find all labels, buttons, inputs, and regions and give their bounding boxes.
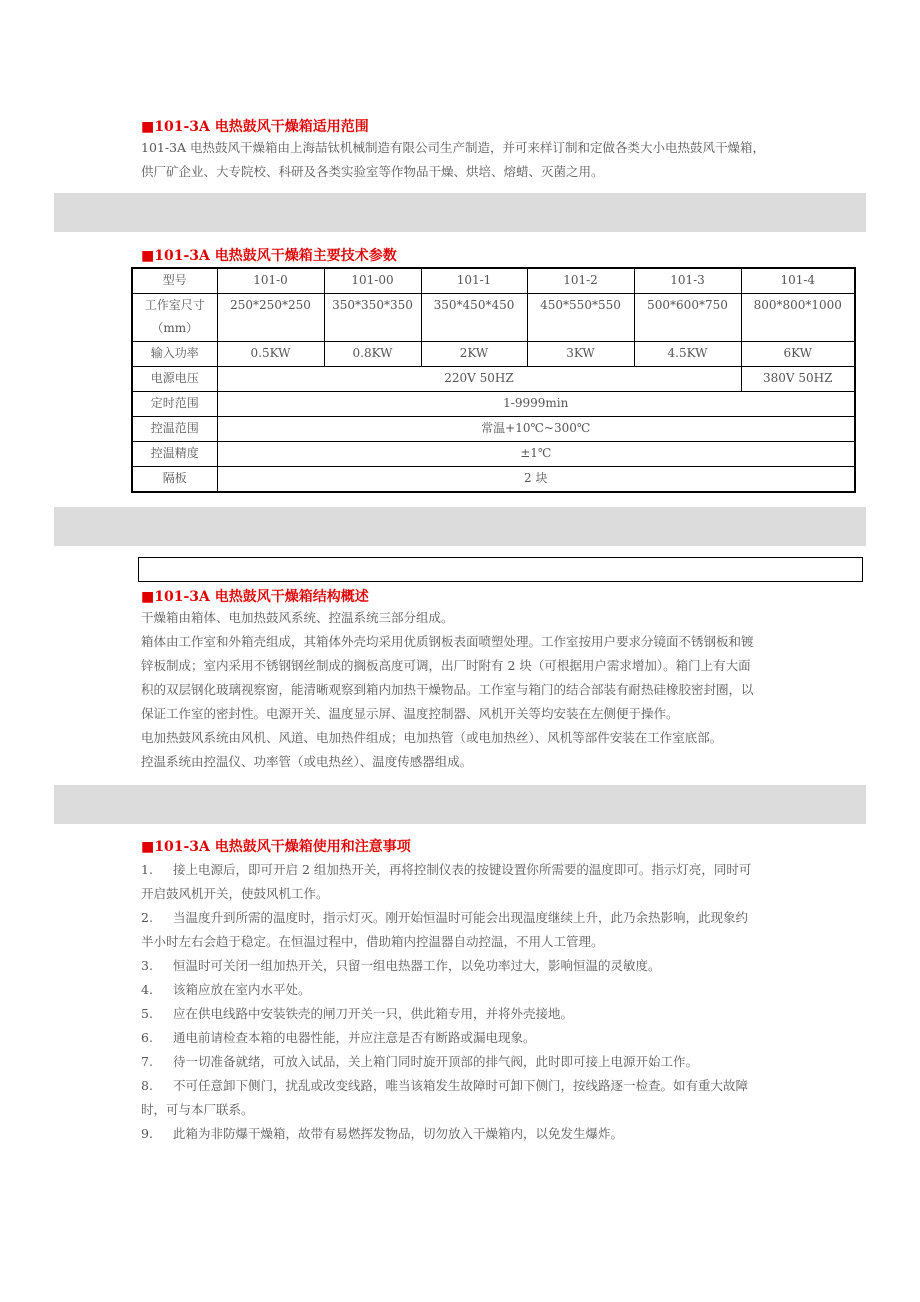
text-line: 控温系统由控温仪、功率管（或电热丝）、温度传感器组成。 bbox=[141, 754, 473, 769]
cell: 350*350*350 bbox=[324, 294, 421, 342]
item-continuation: 半小时左右会趋于稳定。在恒温过程中，借助箱内控温器自动控温，不用人工管理。 bbox=[141, 934, 604, 949]
table-row bbox=[132, 442, 855, 467]
divider-band bbox=[54, 785, 866, 824]
table-row bbox=[132, 294, 855, 342]
table-row bbox=[132, 467, 855, 493]
row-label: 定时范围 bbox=[132, 392, 217, 417]
item-text: 接上电源后，即可开启 2 组加热开关，再将控制仪表的按键设置你所需要的温度即可。指示灯亮，同时可 bbox=[173, 862, 752, 877]
item-number: 9. bbox=[141, 1126, 153, 1141]
row-label: 电源电压 bbox=[132, 367, 217, 392]
section-title-usage: ■101-3A 电热鼓风干燥箱使用和注意事项 bbox=[141, 839, 411, 855]
cell: 2 块 bbox=[217, 467, 855, 493]
item-continuation: 开启鼓风机开关，使鼓风机工作。 bbox=[141, 886, 329, 901]
item-text: 待一切准备就绪，可放入试品，关上箱门同时旋开顶部的排气阀，此时即可接上电源开始工作。 bbox=[173, 1054, 699, 1069]
item-text: 应在供电线路中安装铁壳的闸刀开关一只，供此箱专用，并将外壳接地。 bbox=[173, 1006, 574, 1021]
cell: 3KW bbox=[527, 342, 634, 367]
item-number: 1. bbox=[141, 862, 153, 877]
cell: ±1℃ bbox=[217, 442, 855, 467]
structure-text bbox=[141, 606, 791, 774]
list-item bbox=[141, 1122, 791, 1146]
item-text: 此箱为非防爆干燥箱，故带有易燃挥发物品，切勿放入干燥箱内，以免发生爆炸。 bbox=[173, 1126, 624, 1141]
item-number: 3. bbox=[141, 958, 153, 973]
cell: 0.5KW bbox=[217, 342, 324, 367]
item-text: 该箱应放在室内水平处。 bbox=[173, 982, 311, 997]
item-number: 8. bbox=[141, 1078, 153, 1093]
text-line: 干燥箱由箱体、电加热鼓风系统、控温系统三部分组成。 bbox=[141, 610, 454, 625]
section-title-scope: ■101-3A 电热鼓风干燥箱适用范围 bbox=[141, 119, 369, 135]
empty-box bbox=[138, 557, 863, 582]
item-number: 4. bbox=[141, 982, 153, 997]
usage-list bbox=[141, 858, 791, 1146]
cell: 500*600*750 bbox=[634, 294, 741, 342]
item-text: 恒温时可关闭一组加热开关，只留一组电热器工作，以免功率过大，影响恒温的灵敏度。 bbox=[173, 958, 661, 973]
text-line: 箱体由工作室和外箱壳组成，其箱体外壳均采用优质钢板表面喷塑处理。工作室按用户要求分镜面不锈钢板和镀 bbox=[141, 634, 754, 649]
table-row bbox=[132, 268, 855, 294]
table-row bbox=[132, 367, 855, 392]
list-item bbox=[141, 1026, 791, 1050]
row-label: 控温范围 bbox=[132, 417, 217, 442]
text-line: 供厂矿企业、大专院校、科研及各类实验室等作物品干燥、烘培、熔蜡、灭菌之用。 bbox=[141, 164, 604, 179]
cell: 4.5KW bbox=[634, 342, 741, 367]
table-row bbox=[132, 342, 855, 367]
text-line: 电加热鼓风系统由风机、风道、电加热件组成；电加热管（或电加热丝）、风机等部件安装在工作室底部。 bbox=[141, 730, 723, 745]
text-line: 锌板制成；室内采用不锈钢钢丝制成的搁板高度可调，出厂时附有 2 块（可根据用户需求增加）。箱门上有大面 bbox=[141, 658, 751, 673]
cell: 101-4 bbox=[741, 268, 855, 294]
cell: 6KW bbox=[741, 342, 855, 367]
list-item bbox=[141, 1074, 791, 1098]
item-number: 6. bbox=[141, 1030, 153, 1045]
cell: 101-3 bbox=[634, 268, 741, 294]
item-continuation: 时，可与本厂联系。 bbox=[141, 1102, 254, 1117]
cell: 常温+10℃~300℃ bbox=[217, 417, 855, 442]
cell: 1-9999min bbox=[217, 392, 855, 417]
item-number: 7. bbox=[141, 1054, 153, 1069]
cell: 350*450*450 bbox=[421, 294, 527, 342]
item-text: 不可任意卸下侧门，扰乱或改变线路，唯当该箱发生故障时可卸下侧门，按线路逐一检查。如有重大故障 bbox=[173, 1078, 749, 1093]
item-number: 2. bbox=[141, 910, 153, 925]
list-item bbox=[141, 858, 791, 882]
list-item bbox=[141, 1002, 791, 1026]
cell: 101-0 bbox=[217, 268, 324, 294]
cell: 101-1 bbox=[421, 268, 527, 294]
item-number: 5. bbox=[141, 1006, 153, 1021]
section-title-structure: ■101-3A 电热鼓风干燥箱结构概述 bbox=[141, 589, 369, 605]
text-line: 保证工作室的密封性。电源开关、温度显示屏、温度控制器、风机开关等均安装在左侧便于操作。 bbox=[141, 706, 679, 721]
cell: 2KW bbox=[421, 342, 527, 367]
cell: 0.8KW bbox=[324, 342, 421, 367]
item-text: 当温度升到所需的温度时，指示灯灭。刚开始恒温时可能会出现温度继续上升，此乃余热影响，此现象约 bbox=[173, 910, 749, 925]
table-row bbox=[132, 417, 855, 442]
specs-table bbox=[131, 267, 856, 493]
cell: 800*800*1000 bbox=[741, 294, 855, 342]
cell: 101-00 bbox=[324, 268, 421, 294]
section-title-specs: ■101-3A 电热鼓风干燥箱主要技术参数 bbox=[141, 248, 397, 264]
row-label: 输入功率 bbox=[132, 342, 217, 367]
cell: 250*250*250 bbox=[217, 294, 324, 342]
item-text: 通电前请检查本箱的电器性能，并应注意是否有断路或漏电现象。 bbox=[173, 1030, 536, 1045]
text-line: 积的双层钢化玻璃视察窗，能清晰观察到箱内加热干燥物品。工作室与箱门的结合部装有耐热硅橡胶密封圈，以 bbox=[141, 682, 754, 697]
cell: 380V 50HZ bbox=[741, 367, 855, 392]
table-row bbox=[132, 392, 855, 417]
cell: 450*550*550 bbox=[527, 294, 634, 342]
list-item bbox=[141, 978, 791, 1002]
cell: 101-2 bbox=[527, 268, 634, 294]
row-label: 控温精度 bbox=[132, 442, 217, 467]
text-line: 101-3A 电热鼓风干燥箱由上海喆钛机械制造有限公司生产制造，并可来样订制和定做各类大小电热鼓风干燥箱， bbox=[141, 140, 766, 155]
cell: 220V 50HZ bbox=[217, 367, 741, 392]
divider-band bbox=[54, 193, 866, 232]
row-label: 隔板 bbox=[132, 467, 217, 493]
divider-band bbox=[54, 507, 866, 546]
row-label: 型号 bbox=[132, 268, 217, 294]
row-label: 工作室尺寸（mm） bbox=[132, 294, 217, 342]
scope-text bbox=[141, 136, 791, 184]
list-item bbox=[141, 1050, 791, 1074]
list-item bbox=[141, 954, 791, 978]
list-item bbox=[141, 906, 791, 930]
